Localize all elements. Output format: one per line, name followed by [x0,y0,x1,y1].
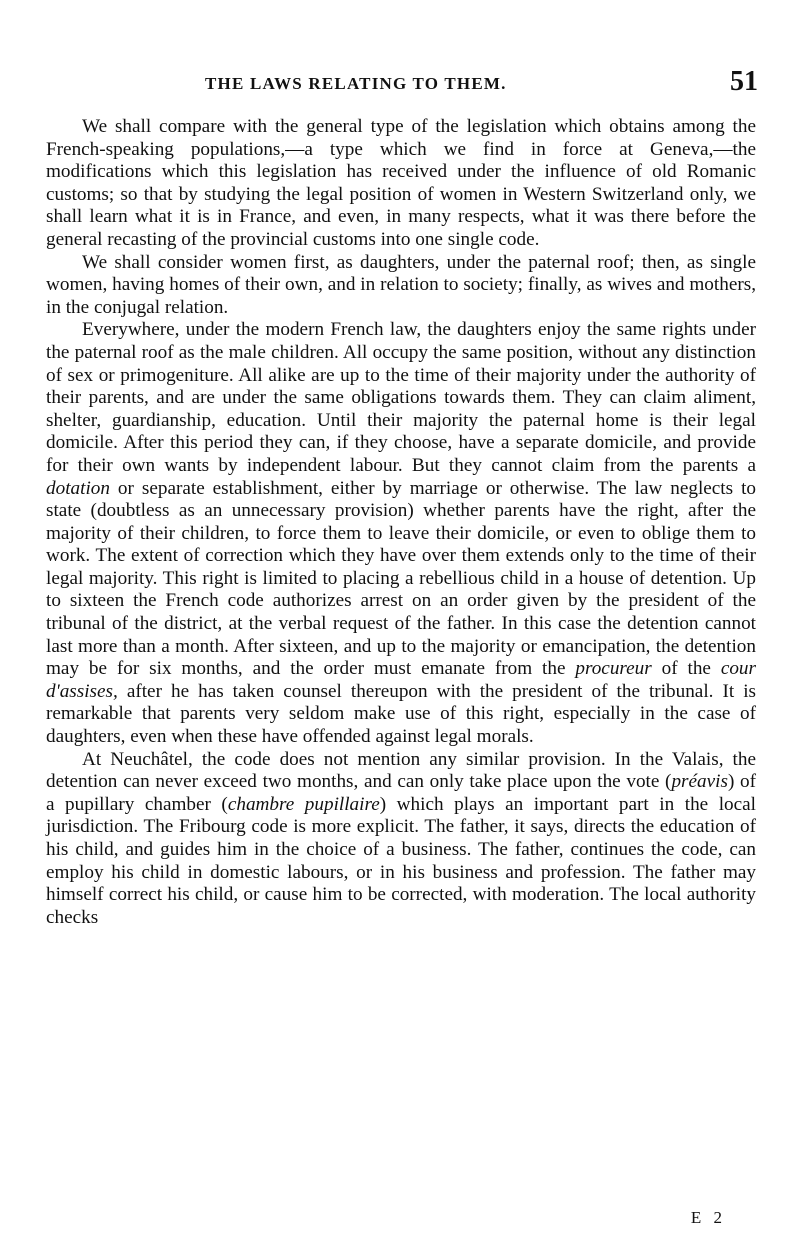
term-cour-dassises: cour d'assises, [46,658,756,702]
paragraph-4-text-c: ) which plays an important part in the local jurisdiction. The Fribourg code is more explicit. The father, it says, directs the education of his child, and guides him in the choice of a business. The father, continues the code, can employ his child in domestic labours, or in his business and profession. The father may himself correct his child, or cause him to be corrected, with moderation. The local authority checks [46,793,756,928]
body-text [46,116,756,929]
paragraph-2-text: We shall consider women first, as daughters, under the paternal roof; then, as single women, having homes of their own, and in relation to society; finally, as wives and mothers, in the conjugal relation. [46,251,756,318]
term-dotation: dotation [46,477,110,499]
term-procureur: procureur [575,658,652,680]
page-number: 51 [730,66,758,97]
paragraph-3-text-b: or separate establishment, either by marriage or otherwise. The law neglects to state (doubtless as an unnecessary provision) whether parents have the right, after the majority of their children, to force them to leave their domicile, or even to oblige them to work. The extent of correction which they have over them extends only to the time of their legal majority. This right is limited to placing a rebellious child in a house of detention. Up to sixteen the French code authorizes arrest on an order given by the president of the tribunal of the district, at the verbal request of the father. In this case the detention cannot last more than a month. After sixteen, and up to the majority or emancipation, the detention may be for six months, and the order must emanate from the [46,477,756,680]
paragraph-4-text-b: ) of a pupillary chamber ( [46,771,756,815]
running-head [0,66,790,102]
paragraph-1-text: We shall compare with the general type of the legislation which obtains among the French-speaking populations,—a type which we find in force at Geneva,—the modifications which this legislation has received under the influence of old Romanic customs; so that by studying the legal position of women in Western Switzerland only, we shall learn what it is in France, and even, in many respects, what it was there before the general recasting of the provincial customs into one single code. [46,116,756,250]
term-chambre-pupillaire: chambre pupillaire [227,793,380,815]
paragraph-3-text-a: Everywhere, under the modern French law, the daughters enjoy the same rights under the paternal roof as the male children. All occupy the same position, without any distinction of sex or primogeniture. All alike are up to the time of their majority under the authority of their parents, and are under the same obligations towards them. They can claim aliment, shelter, guardianship, education. Until their majority the paternal home is their legal domicile. After this period they can, if they choose, have a separate domicile, and provide for their own wants by independent labour. But they cannot claim from the parents a [46,319,756,476]
term-preavis: préavis [671,771,728,793]
paragraph-3 [46,319,756,748]
paragraph-4 [46,749,756,930]
paragraph-1 [46,116,756,252]
paragraph-2 [46,252,756,320]
running-title: THE LAWS RELATING TO THEM. [205,74,507,93]
paragraph-3-text-c: of the [651,658,721,680]
paragraph-4-text-a: At Neuchâtel, the code does not mention any similar provision. In the Valais, the detention can never exceed two months, and can only take place upon the vote ( [46,748,756,793]
paragraph-3-text-d: after he has taken counsel thereupon with the president of the tribunal. It is remarkable that parents very seldom make use of this right, especially in the case of daughters, even when these have offended against legal morals. [46,680,756,748]
signature-mark: E 2 [690,1208,726,1227]
